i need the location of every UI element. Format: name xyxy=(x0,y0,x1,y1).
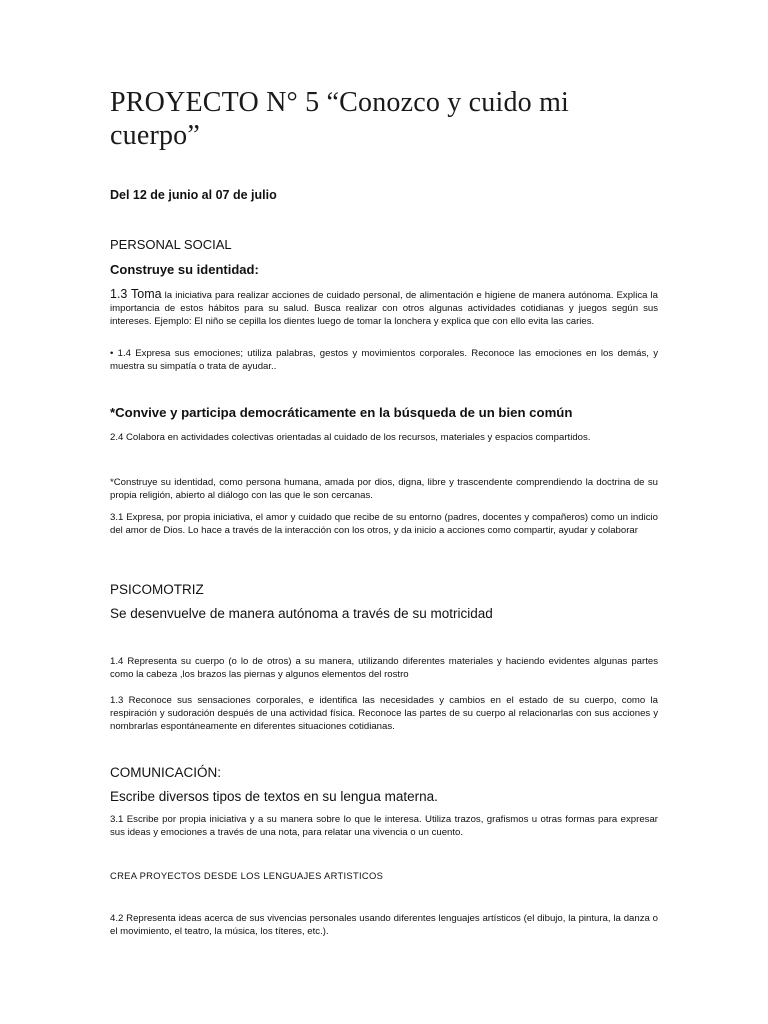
competency-construye-identidad: Construye su identidad: xyxy=(110,262,259,277)
indicator-body-text: la iniciativa para realizar acciones de cuidado personal, de alimentación e higiene de manera autónoma. Explica la importancia de estos hábitos para su salud. Busca realizar con otros algunas actividades cotidianas y juegos según sus intereses. Ejemplo: El niño se cepilla los dientes luego de tomar la lonchera y explica que con ello evita las caries. xyxy=(110,290,658,327)
section-heading-psicomotriz: PSICOMOTRIZ xyxy=(110,582,204,597)
document-title: PROYECTO N° 5 “Conozco y cuido mi cuerpo” xyxy=(110,87,570,151)
indicator-lead-text: 1.3 Toma xyxy=(110,287,162,301)
indicator-4-2: 4.2 Representa ideas acerca de sus vivencias personales usando diferentes lenguajes artísticos (el dibujo, la pintura, la danza o el movimiento, el teatro, la música, los títeres, etc.). xyxy=(110,913,658,937)
competency-motricidad: Se desenvuelve de manera autónoma a través de su motricidad xyxy=(110,606,493,621)
indicator-1-3-psicomotriz: 1.3 Reconoce sus sensaciones corporales, e identifica las necesidades y cambios en el estado de su cuerpo, como la respiración y sudoración después de una actividad física. Reconoce las partes de su cuerpo al relacionarlas con sus acciones y nombrarlas espontáneamente en diferentes situaciones cotidianas. xyxy=(110,695,658,732)
indicator-3-1-religion: 3.1 Expresa, por propia iniciativa, el amor y cuidado que recibe de su entorno (padres, docentes y compañeros) como un indicio del amor de Dios. Lo hace a través de la interacción con los otros, y da inicio a acciones como compartir, ayudar y colaborar xyxy=(110,512,658,536)
competency-convive: *Convive y participa democráticamente en la búsqueda de un bien común xyxy=(110,405,573,420)
indicator-1-4-psicomotriz: 1.4 Representa su cuerpo (o lo de otros) a su manera, utilizando diferentes materiales y haciendo evidentes algunas partes como la cabeza ,los brazos las piernas y algunos elementos del rostro xyxy=(110,656,658,680)
section-heading-lenguajes-artisticos: CREA PROYECTOS DESDE LOS LENGUAJES ARTISTICOS xyxy=(110,870,384,881)
competency-escribe: Escribe diversos tipos de textos en su lengua materna. xyxy=(110,789,438,804)
date-range: Del 12 de junio al 07 de julio xyxy=(110,188,277,202)
competency-religion: *Construye su identidad, como persona humana, amada por dios, digna, libre y trascendente comprendiendo la doctrina de su propia religión, abierto al diálogo con las que le son cercanas. xyxy=(110,477,658,501)
indicator-1-3-personal xyxy=(110,288,658,328)
section-heading-personal-social: PERSONAL SOCIAL xyxy=(110,237,232,252)
indicator-1-4-personal: • 1.4 Expresa sus emociones; utiliza palabras, gestos y movimientos corporales. Reconoce las emociones en los demás, y muestra su simpatía o trata de ayudar.. xyxy=(110,348,658,372)
indicator-3-1-comunicacion: 3.1 Escribe por propia iniciativa y a su manera sobre lo que le interesa. Utiliza trazos, grafismos u otras formas para expresar sus ideas y emociones a través de una nota, para relatar una vivencia o un cuento. xyxy=(110,814,658,838)
section-heading-comunicacion: COMUNICACIÓN: xyxy=(110,765,221,780)
indicator-2-4: 2.4 Colabora en actividades colectivas orientadas al cuidado de los recursos, materiales y espacios compartidos. xyxy=(110,432,591,443)
